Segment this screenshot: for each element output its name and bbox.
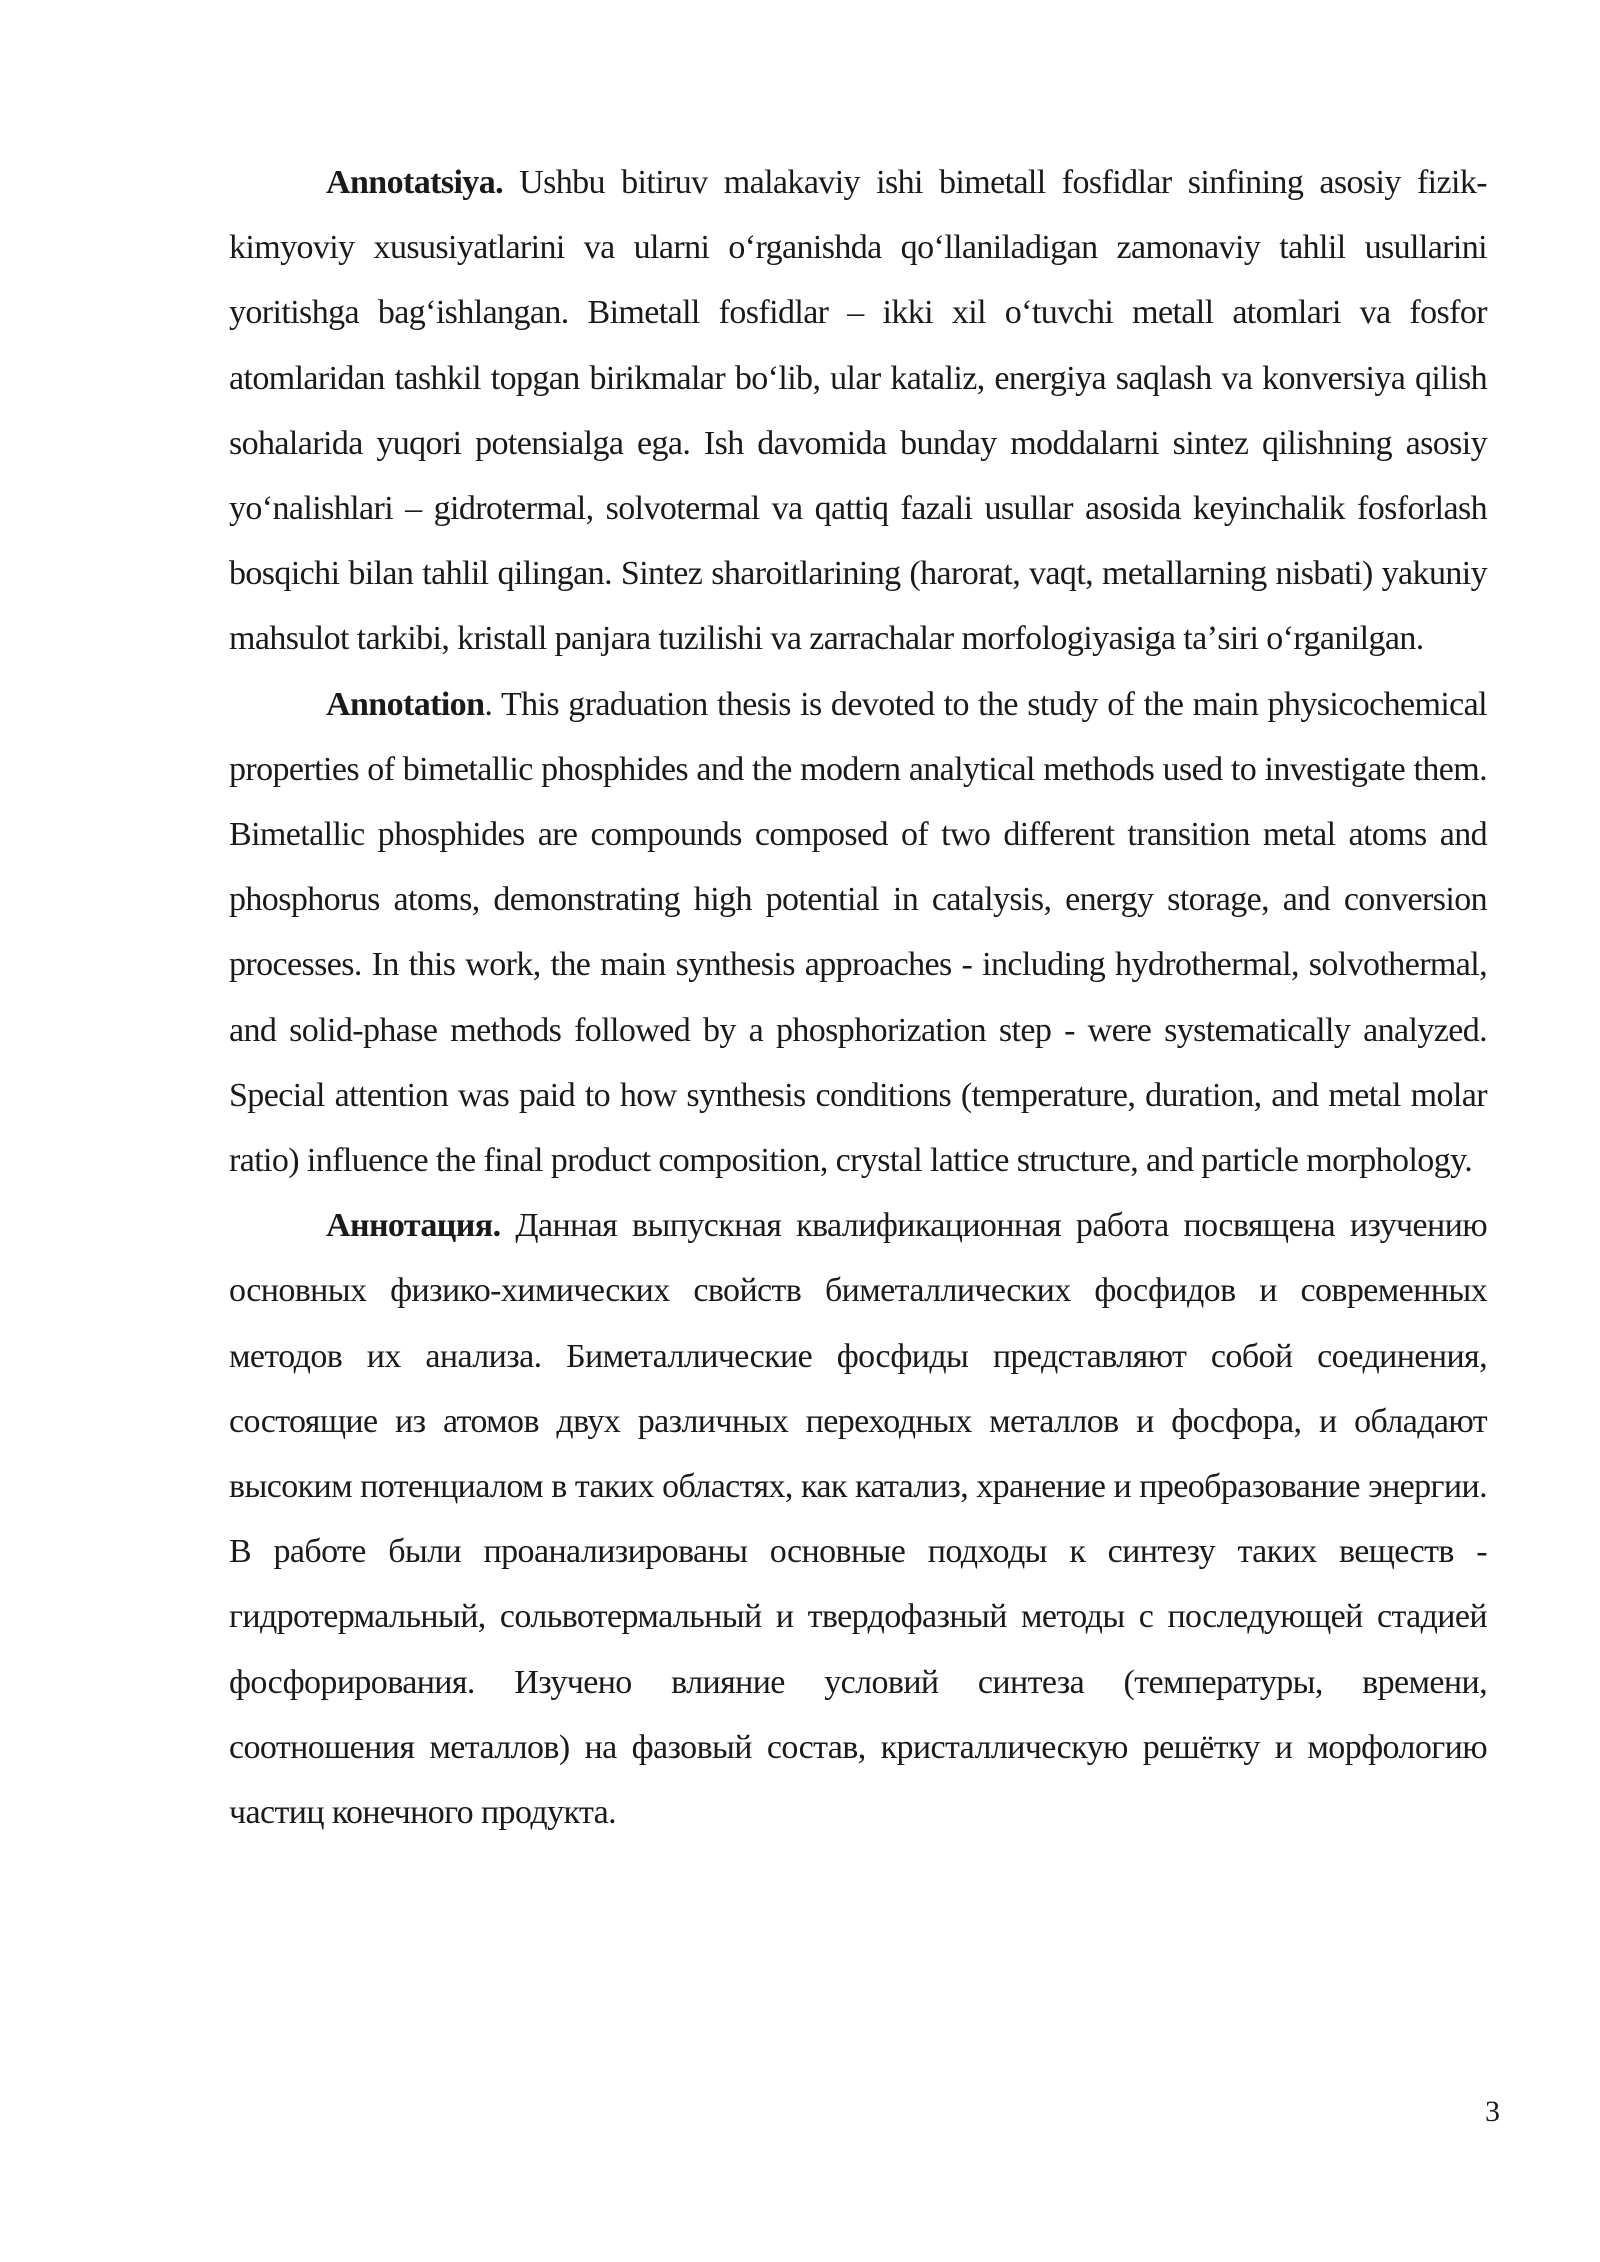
document-body	[229, 150, 1487, 1845]
annotation-english-heading: Annotation	[326, 685, 485, 723]
annotation-russian-paragraph	[229, 1193, 1487, 1845]
annotation-uzbek-paragraph	[229, 150, 1487, 672]
annotation-russian-heading: Аннотация.	[326, 1207, 501, 1245]
annotation-english-text: . This graduation thesis is devoted to the study of the main physicochemical properties of bimetallic phosphides and the modern analytical methods used to investigate them. Bimetallic phosphides are compounds composed of two different transition metal atoms and phosphorus atoms, demonstrating high potential in catalysis, energy storage, and conversion processes. In this work, the main synthesis approaches - including hydrothermal, solvothermal, and solid-phase methods followed by a phosphorization step - were systematically analyzed. Special attention was paid to how synthesis conditions (temperature, duration, and metal molar ratio) influence the final product composition, crystal lattice structure, and particle morphology.	[229, 685, 1487, 1180]
page-number: 3	[1485, 2095, 1500, 2128]
annotation-uzbek-heading: Annotatsiya.	[326, 164, 503, 201]
annotation-english-paragraph	[229, 672, 1487, 1194]
annotation-russian-text: Данная выпускная квалификационная работа посвящена изучению основных физико-химических свойств биметаллических фосфидов и современных методов их анализа. Биметаллические фосфиды представляют собой соединения, состоящие из атомов двух различных переходных металлов и фосфора, и обладают высоким потенциалом в таких областях, как катализ, хранение и преобразование энергии. В работе были проанализированы основные подходы к синтезу таких веществ - гидротермальный, сольвотермальный и твердофазный методы с последующей стадией фосфорирования. Изучено влияние условий синтеза (температуры, времени, соотношения металлов) на фазовый состав, кристаллическую решётку и морфологию частиц конечного продукта.	[229, 1207, 1487, 1832]
annotation-uzbek-text: Ushbu bitiruv malakaviy ishi bimetall fosfidlar sinfining asosiy fizik-kimyoviy xususiyatlarini va ularni oʻrganishda qoʻllaniladigan zamonaviy tahlil usullarini yoritishga bagʻishlangan. Bimetall fosfidlar – ikki xil oʻtuvchi metall atomlari va fosfor atomlaridan tashkil topgan birikmalar boʻlib, ular kataliz, energiya saqlash va konversiya qilish sohalarida yuqori potensialga ega. Ish davomida bunday moddalarni sintez qilishning asosiy yoʻnalishlari – gidrotermal, solvotermal va qattiq fazali usullar asosida keyinchalik fosforlash bosqichi bilan tahlil qilingan. Sintez sharoitlarining (harorat, vaqt, metallarning nisbati) yakuniy mahsulot tarkibi, kristall panjara tuzilishi va zarrachalar morfologiyasiga taʼsiri oʻrganilgan.	[229, 164, 1487, 658]
